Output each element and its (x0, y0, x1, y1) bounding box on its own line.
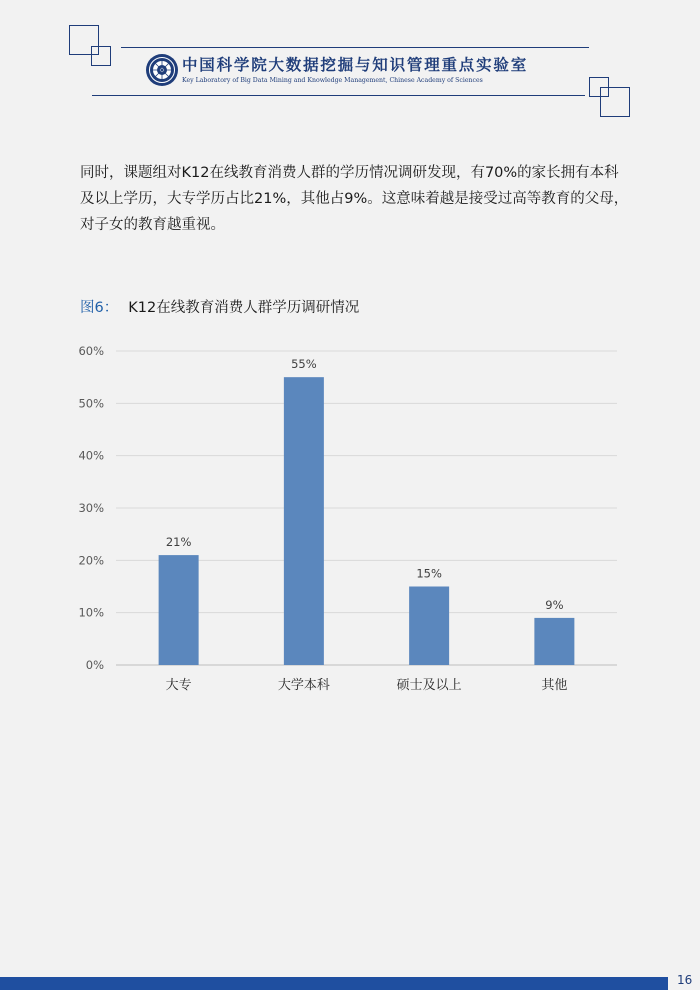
lab-subtitle: Key Laboratory of Big Data Mining and Knowledge Management, Chinese Academy of Sciences (182, 77, 483, 84)
data-label: 21% (165, 535, 192, 550)
page-number: 16 (677, 973, 693, 987)
data-label: 9% (545, 597, 564, 612)
y-tick-label: 50% (78, 396, 104, 411)
y-tick-label: 30% (78, 501, 104, 515)
lab-title: 中国科学院大数据挖掘与知识管理重点实验室 (182, 55, 529, 74)
x-tick-label: 大学本科 (277, 678, 330, 693)
body-paragraph: 同时，课题组对K12在线教育消费人群的学历情况调研发现，有70%的家长拥有本科及以上学历，大专学历占比21%，其他占9%。这意味着越是接受过高等教育的父母，对子女的教育越重视。 (80, 165, 629, 233)
x-tick-label: 其他 (541, 678, 568, 693)
footer-bar (0, 977, 668, 990)
figure-separator: ： (103, 300, 119, 316)
y-tick-label: 10% (78, 605, 104, 620)
data-label: 55% (291, 357, 317, 372)
y-tick-label: 40% (78, 448, 104, 463)
bar (534, 618, 574, 665)
bar (409, 587, 449, 666)
y-tick-label: 20% (78, 553, 104, 568)
x-tick-label: 硕士及以上 (396, 678, 462, 693)
y-tick-label: 0% (85, 658, 104, 672)
bar (159, 555, 199, 665)
data-label: 15% (416, 566, 442, 581)
x-tick-label: 大专 (165, 678, 192, 693)
figure-title: K12在线教育消费人群学历调研情况 (128, 300, 360, 316)
figure-label: 图6 (80, 300, 104, 316)
bar (284, 377, 324, 665)
y-tick-label: 60% (78, 344, 104, 358)
